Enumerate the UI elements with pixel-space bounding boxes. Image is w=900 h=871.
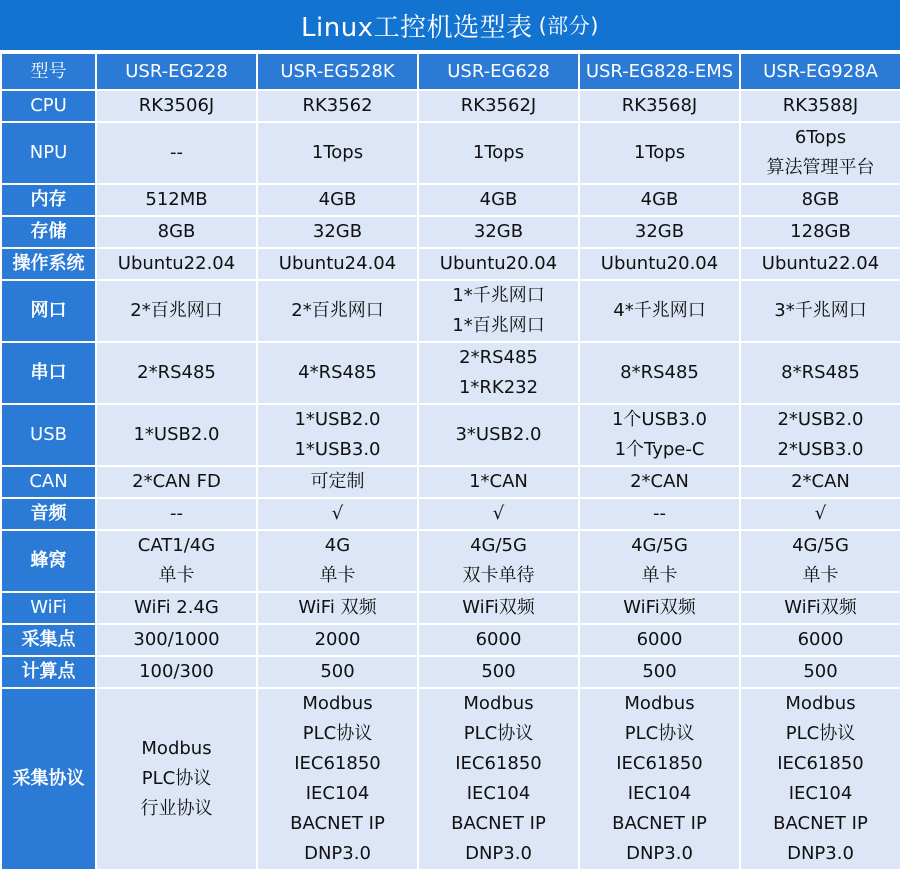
table-cell: [418, 688, 579, 870]
table-cell: [740, 592, 900, 624]
table-cell: [257, 280, 418, 342]
table-cell: [740, 122, 900, 184]
table-row: [1, 530, 900, 592]
table-cell: [96, 280, 257, 342]
cell-line: PLC协议: [785, 723, 856, 744]
cell-line: 4G/5G: [631, 535, 688, 556]
cell-line: WiFi双频: [623, 597, 696, 618]
cell-line: √: [814, 503, 827, 524]
table-cell: [579, 466, 740, 498]
cell-line: WiFi双频: [784, 597, 857, 618]
table-cell: [96, 216, 257, 248]
cell-line: 1*百兆网口: [452, 315, 545, 336]
cell-line: √: [492, 503, 505, 524]
cell-line: 500: [642, 661, 677, 682]
cell-line: BACNET IP: [290, 813, 385, 834]
cell-line: 100/300: [139, 661, 214, 682]
cell-line: WiFi 双频: [298, 597, 377, 618]
cell-line: PLC协议: [463, 723, 534, 744]
cell-line: 1*USB2.0: [133, 424, 220, 445]
table-cell: [579, 122, 740, 184]
table-cell: [579, 216, 740, 248]
table-cell: [257, 688, 418, 870]
cell-line: 2*百兆网口: [291, 300, 384, 321]
cell-line: Modbus: [463, 693, 534, 714]
row-label: 音频: [1, 498, 96, 530]
cell-line: IEC104: [788, 783, 853, 804]
cell-line: Ubuntu20.04: [439, 253, 558, 274]
cell-line: 500: [320, 661, 355, 682]
cell-line: Ubuntu20.04: [600, 253, 719, 274]
cell-line: 可定制: [310, 471, 365, 492]
cell-line: 2*USB2.0: [777, 409, 864, 430]
cell-line: 6000: [475, 629, 522, 650]
row-label: 网口: [1, 280, 96, 342]
cell-line: 2*RS485: [137, 362, 216, 383]
cell-line: Ubuntu22.04: [761, 253, 880, 274]
cell-line: 1个USB3.0: [611, 409, 708, 430]
cell-line: 单卡: [641, 565, 678, 586]
cell-line: 3*千兆网口: [774, 300, 867, 321]
cell-line: 1Tops: [472, 142, 525, 163]
cell-line: DNP3.0: [787, 843, 854, 864]
cell-line: RK3562: [302, 95, 373, 116]
cell-line: PLC协议: [141, 768, 212, 789]
table-cell: [418, 248, 579, 280]
cell-line: 1*千兆网口: [452, 285, 545, 306]
table-cell: [579, 530, 740, 592]
cell-line: Modbus: [785, 693, 856, 714]
table-cell: [418, 216, 579, 248]
table-cell: [257, 656, 418, 688]
table-row: [1, 216, 900, 248]
table-cell: [418, 466, 579, 498]
table-cell: [257, 216, 418, 248]
table-row: [1, 280, 900, 342]
table-cell: [418, 624, 579, 656]
cell-line: WiFi 2.4G: [134, 597, 219, 618]
cell-line: 4GB: [479, 189, 518, 210]
cell-line: WiFi双频: [462, 597, 535, 618]
cell-line: 6000: [636, 629, 683, 650]
table-cell: [257, 530, 418, 592]
cell-line: IEC61850: [777, 753, 864, 774]
table-cell: [96, 184, 257, 216]
header-row: [1, 53, 900, 90]
cell-line: BACNET IP: [451, 813, 546, 834]
table-row: [1, 656, 900, 688]
cell-line: --: [170, 142, 183, 163]
cell-line: 2*百兆网口: [130, 300, 223, 321]
table-cell: [579, 280, 740, 342]
table-cell: [96, 90, 257, 122]
table-cell: [96, 592, 257, 624]
table-cell: [579, 248, 740, 280]
table-cell: [418, 280, 579, 342]
table-cell: [96, 624, 257, 656]
cell-line: IEC104: [305, 783, 370, 804]
row-label: 蜂窝: [1, 530, 96, 592]
table-cell: [418, 404, 579, 466]
cell-line: 1*RK232: [458, 377, 539, 398]
cell-line: 1Tops: [633, 142, 686, 163]
cell-line: 1个Type-C: [614, 439, 705, 460]
cell-line: 2*RS485: [459, 347, 538, 368]
cell-line: 4*千兆网口: [613, 300, 706, 321]
cell-line: 单卡: [319, 565, 356, 586]
table-cell: [257, 498, 418, 530]
cell-line: 1*USB3.0: [294, 439, 381, 460]
cell-line: 8GB: [157, 221, 196, 242]
table-cell: [257, 466, 418, 498]
cell-line: IEC61850: [616, 753, 703, 774]
table-row: [1, 592, 900, 624]
header-cell-model: USR-EG528K: [257, 53, 418, 90]
table-cell: [579, 624, 740, 656]
cell-line: Ubuntu24.04: [278, 253, 397, 274]
row-label: 采集点: [1, 624, 96, 656]
table-cell: [418, 592, 579, 624]
cell-line: 4GB: [318, 189, 357, 210]
cell-line: RK3506J: [138, 95, 215, 116]
table-row: [1, 404, 900, 466]
cell-line: IEC104: [627, 783, 692, 804]
cell-line: IEC61850: [294, 753, 381, 774]
table-row: [1, 498, 900, 530]
table-cell: [96, 466, 257, 498]
cell-line: BACNET IP: [773, 813, 868, 834]
table-cell: [579, 342, 740, 404]
table-row: [1, 122, 900, 184]
cell-line: 4G/5G: [470, 535, 527, 556]
table-cell: [96, 498, 257, 530]
header-cell-model: USR-EG828-EMS: [579, 53, 740, 90]
row-label: NPU: [1, 122, 96, 184]
header-cell-label: 型号: [1, 53, 96, 90]
table-cell: [740, 248, 900, 280]
cell-line: CAT1/4G: [137, 535, 216, 556]
cell-line: --: [170, 503, 183, 524]
table-cell: [579, 592, 740, 624]
cell-line: Modbus: [302, 693, 373, 714]
table-row: [1, 184, 900, 216]
cell-line: 6Tops: [794, 127, 847, 148]
table-cell: [740, 688, 900, 870]
cell-line: DNP3.0: [465, 843, 532, 864]
cell-line: 4G: [324, 535, 351, 556]
cell-line: 32GB: [473, 221, 524, 242]
cell-line: --: [653, 503, 666, 524]
row-label: WiFi: [1, 592, 96, 624]
spec-table-body: [1, 90, 900, 870]
cell-line: 3*USB2.0: [455, 424, 542, 445]
cell-line: IEC104: [466, 783, 531, 804]
table-cell: [418, 530, 579, 592]
sheet-title-main: Linux工控机选型表: [301, 12, 533, 43]
sheet-title: [0, 0, 900, 50]
table-cell: [579, 184, 740, 216]
table-cell: [740, 184, 900, 216]
table-cell: [579, 656, 740, 688]
cell-line: 8*RS485: [620, 362, 699, 383]
cell-line: BACNET IP: [612, 813, 707, 834]
row-label: 采集协议: [1, 688, 96, 870]
table-cell: [96, 656, 257, 688]
cell-line: Modbus: [624, 693, 695, 714]
row-label: 串口: [1, 342, 96, 404]
cell-line: 500: [803, 661, 838, 682]
table-cell: [740, 404, 900, 466]
table-cell: [740, 656, 900, 688]
row-label: 内存: [1, 184, 96, 216]
table-cell: [740, 342, 900, 404]
cell-line: 2*USB3.0: [777, 439, 864, 460]
spec-table: [0, 52, 900, 871]
cell-line: 512MB: [145, 189, 208, 210]
table-cell: [96, 122, 257, 184]
cell-line: IEC61850: [455, 753, 542, 774]
table-cell: [257, 592, 418, 624]
cell-line: 500: [481, 661, 516, 682]
cell-line: 1*USB2.0: [294, 409, 381, 430]
table-cell: [257, 342, 418, 404]
cell-line: RK3568J: [621, 95, 698, 116]
table-cell: [740, 624, 900, 656]
table-cell: [579, 498, 740, 530]
cell-line: 6000: [797, 629, 844, 650]
table-cell: [96, 530, 257, 592]
header-cell-model: USR-EG228: [96, 53, 257, 90]
table-cell: [96, 248, 257, 280]
cell-line: 双卡单待: [462, 565, 535, 586]
cell-line: 1*CAN: [469, 471, 528, 492]
table-cell: [257, 90, 418, 122]
table-cell: [418, 498, 579, 530]
table-cell: [96, 404, 257, 466]
row-label: 计算点: [1, 656, 96, 688]
cell-line: DNP3.0: [304, 843, 371, 864]
table-row: [1, 688, 900, 870]
table-cell: [740, 280, 900, 342]
cell-line: 8*RS485: [781, 362, 860, 383]
table-cell: [418, 122, 579, 184]
table-cell: [418, 656, 579, 688]
row-label: CAN: [1, 466, 96, 498]
row-label: 存储: [1, 216, 96, 248]
table-cell: [257, 248, 418, 280]
table-cell: [740, 216, 900, 248]
cell-line: 算法管理平台: [766, 157, 875, 178]
row-label: CPU: [1, 90, 96, 122]
table-cell: [257, 122, 418, 184]
cell-line: DNP3.0: [626, 843, 693, 864]
header-cell-model: USR-EG628: [418, 53, 579, 90]
header-cell-model: USR-EG928A: [740, 53, 900, 90]
cell-line: 4G/5G: [792, 535, 849, 556]
table-cell: [257, 184, 418, 216]
cell-line: RK3588J: [782, 95, 859, 116]
table-cell: [579, 404, 740, 466]
cell-line: 8GB: [801, 189, 840, 210]
cell-line: Modbus: [141, 738, 212, 759]
table-cell: [740, 90, 900, 122]
cell-line: 32GB: [312, 221, 363, 242]
table-cell: [257, 404, 418, 466]
cell-line: PLC协议: [302, 723, 373, 744]
table-cell: [579, 688, 740, 870]
sheet-title-sub: (部分): [538, 14, 599, 38]
table-cell: [96, 688, 257, 870]
table-row: [1, 466, 900, 498]
table-row: [1, 624, 900, 656]
table-cell: [96, 342, 257, 404]
cell-line: PLC协议: [624, 723, 695, 744]
cell-line: RK3562J: [460, 95, 537, 116]
cell-line: 128GB: [790, 221, 851, 242]
table-cell: [740, 466, 900, 498]
cell-line: 300/1000: [133, 629, 220, 650]
table-cell: [418, 90, 579, 122]
table-cell: [418, 342, 579, 404]
cell-line: 32GB: [634, 221, 685, 242]
table-cell: [257, 624, 418, 656]
table-cell: [740, 530, 900, 592]
cell-line: 2000: [314, 629, 361, 650]
cell-line: 2*CAN: [630, 471, 689, 492]
table-cell: [579, 90, 740, 122]
table-row: [1, 248, 900, 280]
cell-line: 行业协议: [140, 798, 213, 819]
row-label: USB: [1, 404, 96, 466]
cell-line: 1Tops: [311, 142, 364, 163]
cell-line: 4*RS485: [298, 362, 377, 383]
cell-line: √: [331, 503, 344, 524]
table-row: [1, 342, 900, 404]
table-cell: [740, 498, 900, 530]
cell-line: 4GB: [640, 189, 679, 210]
row-label: 操作系统: [1, 248, 96, 280]
cell-line: 单卡: [158, 565, 195, 586]
cell-line: 单卡: [802, 565, 839, 586]
cell-line: 2*CAN: [791, 471, 850, 492]
cell-line: 2*CAN FD: [132, 471, 221, 492]
table-row: [1, 90, 900, 122]
cell-line: Ubuntu22.04: [117, 253, 236, 274]
table-cell: [418, 184, 579, 216]
